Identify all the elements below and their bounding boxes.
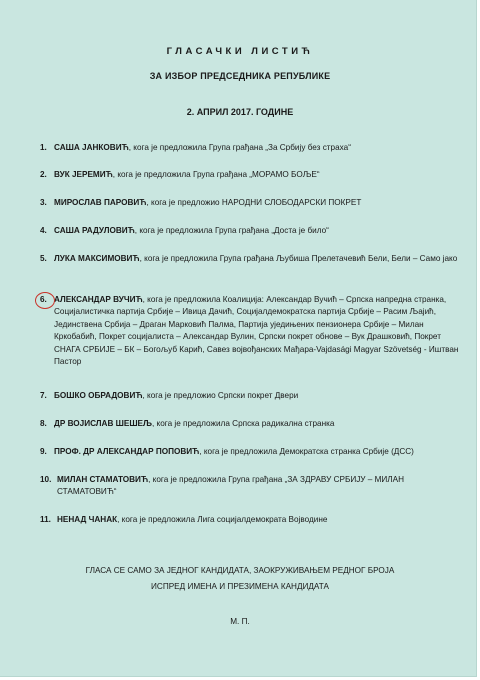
candidate-item-10[interactable] bbox=[40, 474, 460, 499]
candidate-name: ВУК ЈЕРЕМИЋ bbox=[54, 170, 113, 179]
candidate-name: ЛУКА МАКСИМОВИЋ bbox=[54, 254, 140, 263]
candidate-entry bbox=[54, 294, 460, 368]
candidate-number[interactable]: 11. bbox=[40, 515, 51, 524]
candidate-name: САША РАДУЛОВИЋ bbox=[54, 226, 135, 235]
candidate-item-2[interactable] bbox=[40, 169, 460, 181]
instructions-line-1: ГЛАСА СЕ САМО ЗА ЈЕДНОГ КАНДИДАТА, ЗАОКРУЖИВАЊЕМ РЕДНОГ БРОЈА bbox=[85, 566, 395, 575]
candidate-item-9[interactable] bbox=[40, 446, 460, 458]
candidate-entry bbox=[54, 418, 460, 430]
candidate-nominator: , кога је предложила Група грађана „Доста је било“ bbox=[134, 226, 329, 235]
candidate-number[interactable] bbox=[40, 294, 54, 368]
candidate-entry bbox=[57, 514, 460, 526]
candidate-item-3[interactable] bbox=[40, 197, 460, 209]
candidate-entry bbox=[54, 446, 460, 458]
candidate-number[interactable]: 3. bbox=[40, 198, 47, 207]
election-date: 2. АПРИЛ 2017. ГОДИНЕ bbox=[186, 107, 294, 117]
candidate-name: БОШКО ОБРАДОВИЋ bbox=[54, 391, 143, 400]
candidate-item-4[interactable] bbox=[40, 225, 460, 237]
candidate-number[interactable]: 2. bbox=[40, 170, 47, 179]
instructions-line-2: ИСПРЕД ИМЕНА И ПРЕЗИМЕНА КАНДИДАТА bbox=[151, 582, 329, 591]
circled-number-mark bbox=[35, 292, 55, 309]
candidate-item-5[interactable] bbox=[40, 253, 460, 265]
candidate-nominator: , кога је предложила Група грађана „За Србију без страха“ bbox=[128, 143, 351, 152]
candidate-number[interactable]: 7. bbox=[40, 391, 47, 400]
candidate-item-8[interactable] bbox=[40, 418, 460, 430]
candidate-item-6[interactable] bbox=[40, 294, 460, 368]
candidate-number[interactable]: 1. bbox=[40, 143, 47, 152]
candidate-item-1[interactable] bbox=[40, 142, 460, 154]
candidate-nominator: , кога је предложила Српска радикална странка bbox=[151, 419, 335, 428]
candidate-nominator: , кога је предложила Група грађана Љубиша Прелетачевић Бели, Бели – Само јако bbox=[139, 254, 458, 263]
candidate-nominator: , кога је предложио Српски покрет Двери bbox=[142, 391, 299, 400]
candidate-nominator: , кога је предложила Демократска странка Србије (ДСС) bbox=[199, 447, 414, 456]
candidate-name: МИРОСЛАВ ПАРОВИЋ bbox=[54, 198, 147, 207]
candidate-nominator: , кога је предложила Група грађана „МОРАМО БОЉЕ“ bbox=[112, 170, 320, 179]
candidate-name: НЕНАД ЧАНАК bbox=[57, 515, 118, 524]
candidate-item-11[interactable] bbox=[40, 514, 460, 526]
candidate-nominator: , кога је предложила Коалиција: Александар Вучић – Српска напредна странка, Социјалистичка партија Србије – Ивица Дачић, Социјалдемократска партија Србије – Расим Љајић, Јединствена Србија – Драган Марковић Палма, Партија уједињених пензионера Србије – Милан Кркобабић, Покрет социјалиста – Александар Вулин, Српски покрет обнове – Вук Драшковић, Покрет СНАГА СРБИЈЕ – БК – Богољуб Карић, Савез војвођанских Мађара-Vajdasági Magyar Szövetség - Иштван Пастор bbox=[54, 295, 459, 367]
candidate-number[interactable]: 9. bbox=[40, 447, 47, 456]
candidate-entry bbox=[54, 197, 460, 209]
candidate-nominator: , кога је предложила Група грађана „ЗА ЗДРАВУ СРБИЈУ – МИЛАН СТАМАТОВИЋ“ bbox=[57, 475, 405, 497]
stamp-placeholder: М. П. bbox=[230, 617, 250, 626]
ballot-title: ГЛАСАЧКИ ЛИСТИЋ bbox=[166, 46, 314, 57]
candidate-name: МИЛАН СТАМАТОВИЋ bbox=[57, 475, 149, 484]
candidate-entry bbox=[54, 169, 460, 181]
candidate-entry bbox=[54, 253, 460, 265]
ballot-subtitle: ЗА ИЗБОР ПРЕДСЕДНИКА РЕПУБЛИКЕ bbox=[149, 71, 331, 81]
candidate-nominator: , кога је предложила Лига социјалдемократа Војводине bbox=[117, 515, 328, 524]
candidate-number[interactable]: 4. bbox=[40, 226, 47, 235]
candidate-number[interactable]: 5. bbox=[40, 254, 47, 263]
voting-instructions bbox=[0, 563, 480, 595]
candidate-name: ПРОФ. ДР АЛЕКСАНДАР ПОПОВИЋ bbox=[54, 447, 200, 456]
candidate-number[interactable]: 8. bbox=[40, 419, 47, 428]
candidate-name: САША ЈАНКОВИЋ bbox=[54, 143, 129, 152]
candidate-entry bbox=[54, 142, 460, 154]
candidate-name: АЛЕКСАНДАР ВУЧИЋ bbox=[54, 295, 143, 304]
candidate-entry bbox=[54, 390, 460, 402]
candidate-nominator: , кога је предложио НАРОДНИ СЛОБОДАРСКИ ПОКРЕТ bbox=[146, 198, 362, 207]
candidate-entry bbox=[57, 474, 460, 499]
candidate-number[interactable]: 10. bbox=[40, 475, 52, 484]
candidate-entry bbox=[54, 225, 460, 237]
candidate-number-text: 6. bbox=[40, 295, 47, 304]
candidate-item-7[interactable] bbox=[40, 390, 460, 402]
candidate-name: ДР ВОЈИСЛАВ ШЕШЕЉ bbox=[54, 419, 152, 428]
